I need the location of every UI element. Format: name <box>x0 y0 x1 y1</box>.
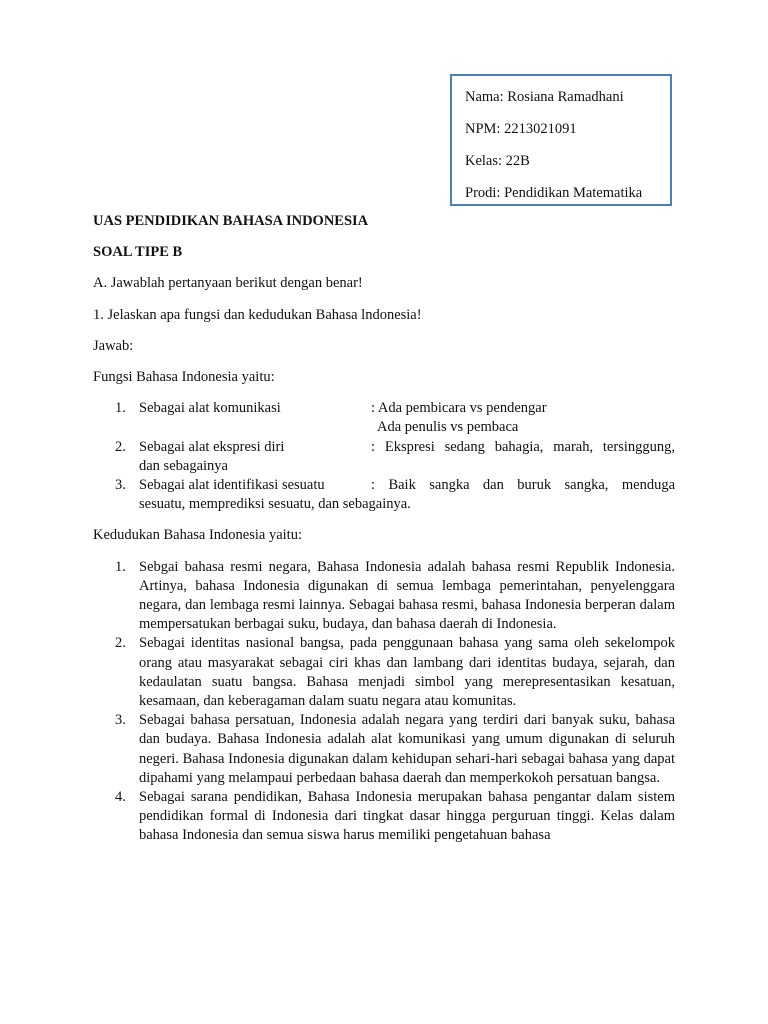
instruction: A. Jawablah pertanyaan berikut dengan benar! <box>93 275 363 292</box>
fungsi-list <box>93 399 675 514</box>
document-body <box>93 212 675 858</box>
student-info-box <box>450 74 672 206</box>
list-number: 2. <box>115 438 126 455</box>
student-name: Nama: Rosiana Ramadhani <box>465 89 624 105</box>
fungsi-label: Sebagai alat identifikasi sesuatu <box>139 477 325 494</box>
fungsi-heading: Fungsi Bahasa Indonesia yaitu: <box>93 369 275 386</box>
student-program: Prodi: Pendidikan Matematika <box>465 185 643 201</box>
list-number: 3. <box>115 477 126 494</box>
kedudukan-list <box>93 558 675 846</box>
fungsi-desc: : Ada pembicara vs pendengar <box>371 400 547 417</box>
fungsi-continuation: dan sebagainya <box>139 457 228 474</box>
kedudukan-heading: Kedudukan Bahasa Indonesia yaitu: <box>93 527 302 544</box>
kedudukan-text: Sebagai identitas nasional bangsa, pada penggunaan bahasa yang sama oleh sekelompok orang atau masyarakat sebagai ciri khas dan lambang dari identitas budaya, sejarah, dan kedaulatan suatu bangsa. Bahasa menjadi simbol yang merepresentasikan kesatuan, kesamaan, dan keberagaman dalam suatu negara atau komunitas. <box>139 635 675 710</box>
list-number: 4. <box>115 789 126 806</box>
list-item <box>93 788 675 846</box>
document-title: UAS PENDIDIKAN BAHASA INDONESIA <box>93 213 369 229</box>
fungsi-desc: : Ekspresi sedang bahagia, marah, tersinggung, <box>371 438 675 455</box>
question: 1. Jelaskan apa fungsi dan kedudukan Bahasa lndonesia! <box>93 306 422 323</box>
list-number: 2. <box>115 635 126 652</box>
answer-label: Jawab: <box>93 337 134 354</box>
list-number: 3. <box>115 712 126 729</box>
list-item <box>93 476 675 514</box>
list-item <box>93 399 675 437</box>
list-item <box>93 711 675 788</box>
fungsi-desc-line2: Ada penulis vs pembaca <box>377 419 519 436</box>
fungsi-desc: : Baik sangka dan buruk sangka, menduga <box>371 477 675 494</box>
list-number: 1. <box>115 558 126 575</box>
list-item <box>93 634 675 711</box>
fungsi-label: Sebagai alat komunikasi <box>139 400 281 417</box>
kedudukan-text: Sebagai bahasa persatuan, Indonesia adalah negara yang terdiri dari banyak suku, bahasa dan budaya. Bahasa Indonesia adalah alat komunikasi yang umum digunakan di seluruh negeri. Bahasa Indonesia digunakan dalam kehidupan sehari-hari sebagai bahasa yang dapat dipahami yang melampaui perbedaan bahasa daerah dan memperkokoh persatuan bangsa. <box>139 712 675 786</box>
fungsi-label: Sebagai alat ekspresi diri <box>139 438 285 455</box>
kedudukan-text: Sebgai bahasa resmi negara, Bahasa Indonesia adalah bahasa resmi Republik Indonesia. Artinya, bahasa Indonesia digunakan di semua lembaga pemerintahan, penyelenggara negara, dan lembaga resmi lainnya. Sebagai bahasa resmi, bahasa Indonesia berperan dalam mempersatukan berbagai suku, budaya, dan bahasa daerah di Indonesia. <box>139 558 675 633</box>
student-class: Kelas: 22B <box>465 153 530 169</box>
kedudukan-text: Sebagai sarana pendidikan, Bahasa Indonesia merupakan bahasa pengantar dalam sistem pendidikan formal di Indonesia dari tingkat dasar hingga perguruan tinggi. Kelas dalam bahasa Indonesia dan semua siswa harus memiliki pengetahuan bahasa <box>139 789 675 844</box>
list-number: 1. <box>115 400 126 417</box>
document-subtitle: SOAL TIPE B <box>93 244 183 261</box>
student-npm: NPM: 2213021091 <box>465 121 577 137</box>
list-item <box>93 438 675 476</box>
fungsi-continuation: sesuatu, memprediksi sesuatu, dan sebagainya. <box>139 496 411 513</box>
list-item <box>93 558 675 635</box>
